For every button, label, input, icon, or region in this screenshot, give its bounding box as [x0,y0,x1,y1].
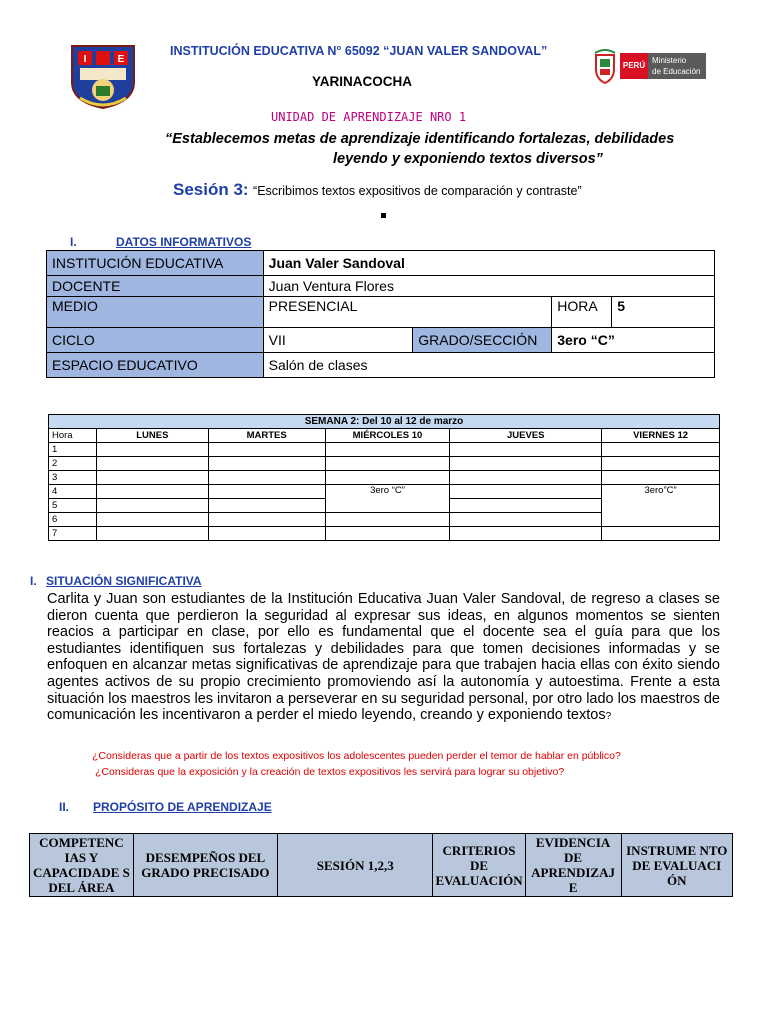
grado-value: 3ero “C” [552,328,715,353]
espacio-value: Salón de clases [263,353,714,378]
hour-cell: 5 [49,499,97,513]
col-lunes: LUNES [96,429,208,443]
situacion-paragraph [47,591,720,726]
col-instrumento: INSTRUME NTO DE EVALUACI ÓN [621,834,732,897]
datos-heading-number: I. [70,235,77,249]
datos-row-docente [47,276,715,297]
medio-label: MEDIO [47,297,264,328]
svg-text:I: I [83,54,87,65]
col-martes: MARTES [208,429,325,443]
espacio-label: ESPACIO EDUCATIVO [47,353,264,378]
hour-cell: 7 [49,527,97,541]
hour-cell: 3 [49,471,97,485]
minedu-line2: de Educación [652,67,701,76]
situacion-heading-text: SITUACIÓN SIGNIFICATIVA [46,574,202,588]
datos-row-ciclo [47,328,715,353]
ciclo-label: CICLO [47,328,264,353]
col-hora: Hora [49,429,97,443]
hora-value: 5 [612,297,715,328]
week-schedule-table [48,414,720,541]
table-row [49,471,720,485]
col-sesion: SESIÓN 1,2,3 [278,834,433,897]
col-desempenos: DESEMPEÑOS DEL GRADO PRECISADO [133,834,277,897]
proposito-heading-number: II. [59,800,70,814]
miercoles-entry: 3ero “C” [325,485,450,513]
situacion-heading-number: I. [30,574,37,588]
school-title: INSTITUCIÓN EDUCATIVA N° 65092 “JUAN VALER SANDOVAL” [170,44,548,58]
unit-subtitle-line2: leyendo y exponiendo textos diversos” [333,151,603,167]
week-header-row [49,429,720,443]
col-jueves: JUEVES [450,429,602,443]
question-1: ¿Consideras que a partir de los textos expositivos los adolescentes pueden perder el temor de hablar en público? [92,750,621,762]
situacion-heading [30,574,202,588]
datos-row-ie [47,251,715,276]
situacion-text: Carlita y Juan son estudiantes de la Institución Educativa Juan Valer Sandoval, de regreso a clases se dieron cuenta que perdieron la seguridad al expresar sus ideas, en algunos momentos se sienten reacios a participar en clase, por ello es fundamental que el docente sea el guía para que los estudiantes identifiquen sus fortalezas y debilidades para que tomen decisiones informadas y se enfoquen en alcanzar metas significativas de aprendizaje para que trabajen hacia ellas con éxito siendo agentes activos de su propio crecimiento promoviendo así la autonomía y autoestima. Frente a esta situación los maestros les invitaron a perseverar en su seguridad personal, por otro lado los maestros de comunicación les incentivaron a perder el miedo leyendo, creando y exponiendo textos [47,591,720,724]
session-label: Sesión 3: [173,180,249,199]
minedu-line1: Ministerio [652,56,687,65]
datos-row-medio [47,297,715,328]
datos-row-espacio [47,353,715,378]
hour-cell: 2 [49,457,97,471]
svg-text:E: E [117,54,125,65]
hora-label: HORA [552,297,612,328]
ie-value: Juan Valer Sandoval [263,251,714,276]
unit-subtitle-line1: “Establecemos metas de aprendizaje identificando fortalezas, debilidades [165,131,675,147]
city-name: YARINACOCHA [312,74,413,89]
table-row [49,443,720,457]
ciclo-value: VII [263,328,413,353]
col-evidencia: EVIDENCIA DE APRENDIZAJ E [525,834,621,897]
school-crest-logo [66,42,140,110]
grado-label: GRADO/SECCIÓN [413,328,552,353]
proposito-heading-text: PROPÓSITO DE APRENDIZAJE [93,800,272,814]
week-title: SEMANA 2: Del 10 al 12 de marzo [49,415,720,429]
situacion-text-end: ? [605,711,612,723]
docente-label: DOCENTE [47,276,264,297]
proposito-heading [59,800,272,814]
question-2: ¿Consideras que la exposición y la creación de textos expositivos les servirá para lograr su objetivo? [95,766,565,778]
minedu-logo [593,47,713,87]
table-row [49,527,720,541]
ie-label: INSTITUCIÓN EDUCATIVA [47,251,264,276]
hour-cell: 1 [49,443,97,457]
col-competencias: COMPETENC IAS Y CAPACIDADE S DEL ÁREA [30,834,134,897]
minedu-badge [648,53,706,79]
col-viernes: VIERNES 12 [602,429,720,443]
bullet-dot [381,213,386,218]
docente-value: Juan Ventura Flores [263,276,714,297]
hour-cell: 4 [49,485,97,499]
viernes-entry: 3ero”C” [602,485,720,527]
unit-title: UNIDAD DE APRENDIZAJE NRO 1 [271,110,467,124]
proposito-header-row [30,834,733,897]
peru-shield-icon [593,49,617,85]
session-heading [173,180,582,200]
datos-heading-text: DATOS INFORMATIVOS [116,235,252,249]
col-miercoles: MIÉRCOLES 10 [325,429,450,443]
peru-badge: PERÚ [620,53,648,79]
hour-cell: 6 [49,513,97,527]
datos-table [46,250,715,378]
proposito-table [29,833,733,897]
table-row [49,457,720,471]
table-row [49,485,720,499]
datos-heading [70,235,251,249]
col-criterios: CRITERIOS DE EVALUACIÓN [433,834,525,897]
session-title: “Escribimos textos expositivos de comparación y contraste” [253,184,582,198]
medio-value: PRESENCIAL [263,297,552,328]
